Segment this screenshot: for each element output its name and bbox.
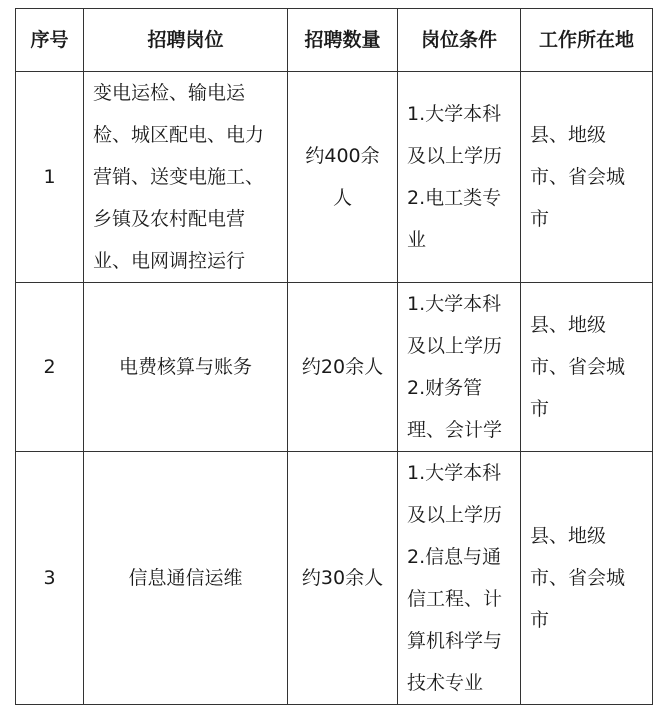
cell-requirements: 1.大学本科 及以上学历 2.信息与通 信工程、计 算机科学与 技术专业 <box>398 452 521 705</box>
cell-position: 电费核算与账务 <box>84 283 288 452</box>
cell-position: 变电运检、输电运 检、城区配电、电力 营销、送变电施工、 乡镇及农村配电营 业、电网调控运行 <box>84 72 288 283</box>
cell-position: 信息通信运维 <box>84 452 288 705</box>
cell-quantity: 约20余人 <box>288 283 398 452</box>
cell-seq: 2 <box>16 283 84 452</box>
table-row <box>16 72 653 283</box>
header-quantity: 招聘数量 <box>288 9 398 72</box>
header-requirements: 岗位条件 <box>398 9 521 72</box>
cell-quantity: 约400余 人 <box>288 72 398 283</box>
header-row <box>16 9 653 72</box>
cell-seq: 3 <box>16 452 84 705</box>
recruitment-table <box>15 8 653 705</box>
header-seq: 序号 <box>16 9 84 72</box>
header-position: 招聘岗位 <box>84 9 288 72</box>
cell-location: 县、地级 市、省会城 市 <box>521 72 653 283</box>
cell-requirements: 1.大学本科 及以上学历 2.财务管 理、会计学 <box>398 283 521 452</box>
table-row <box>16 283 653 452</box>
cell-seq: 1 <box>16 72 84 283</box>
table-row <box>16 452 653 705</box>
cell-requirements: 1.大学本科 及以上学历 2.电工类专 业 <box>398 72 521 283</box>
cell-quantity: 约30余人 <box>288 452 398 705</box>
cell-location: 县、地级 市、省会城 市 <box>521 283 653 452</box>
header-location: 工作所在地 <box>521 9 653 72</box>
cell-location: 县、地级 市、省会城 市 <box>521 452 653 705</box>
